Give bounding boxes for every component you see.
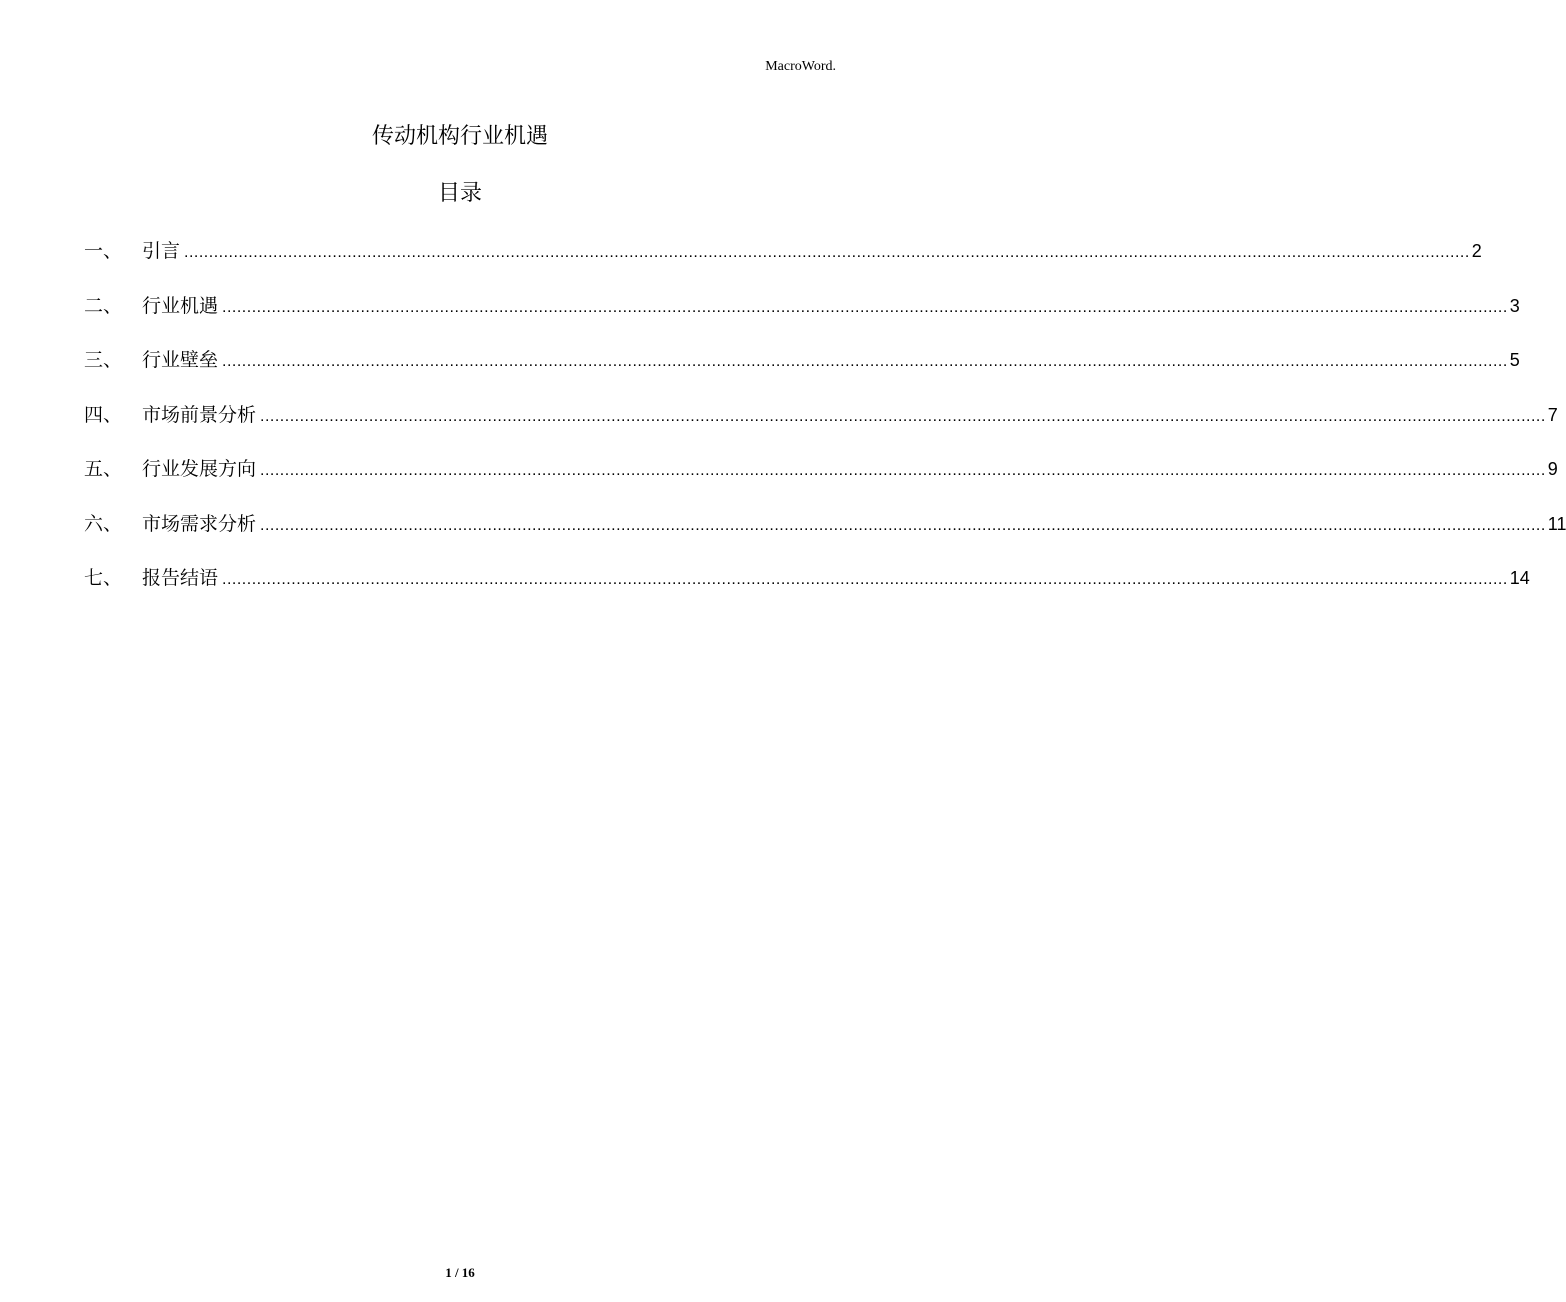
table-of-contents xyxy=(84,236,1566,618)
toc-entry-label: 引言 xyxy=(142,240,181,262)
toc-dot-leader: .................................................................................................................................................................................................................................................................... xyxy=(260,516,1546,534)
toc-entry[interactable] xyxy=(84,345,1520,400)
toc-entry[interactable] xyxy=(84,563,1530,618)
toc-entry-number: 二、 xyxy=(84,294,123,317)
toc-entry-number: 一、 xyxy=(84,240,123,262)
toc-entry-number: 七、 xyxy=(84,567,123,589)
toc-entry-number: 三、 xyxy=(84,349,123,371)
toc-entry-label: 行业壁垒 xyxy=(142,349,219,371)
toc-dot-leader: .................................................................................................................................................................................................................................................................... xyxy=(260,407,1546,425)
toc-entry-label: 报告结语 xyxy=(142,567,219,589)
toc-entry-page: 14 xyxy=(1509,568,1530,588)
toc-entry-label: 行业机遇 xyxy=(142,294,219,317)
toc-entry-number: 四、 xyxy=(84,403,123,426)
toc-entry-number: 五、 xyxy=(84,458,123,480)
toc-entry-label: 市场前景分析 xyxy=(142,403,257,426)
header-brand: MacroWord. xyxy=(765,59,836,74)
toc-entry[interactable] xyxy=(84,236,1482,291)
toc-entry[interactable] xyxy=(84,509,1566,564)
toc-entry-page: 11 xyxy=(1547,513,1566,534)
toc-entry-page: 3 xyxy=(1509,295,1520,316)
toc-entry[interactable] xyxy=(84,400,1558,455)
toc-entry[interactable] xyxy=(84,454,1558,509)
toc-entry[interactable] xyxy=(84,291,1520,346)
toc-dot-leader: .................................................................................................................................................................................................................................................................... xyxy=(222,571,1508,588)
toc-entry-label: 行业发展方向 xyxy=(142,458,257,480)
toc-dot-leader: .................................................................................................................................................................................................................................................................... xyxy=(184,244,1470,261)
toc-dot-leader: .................................................................................................................................................................................................................................................................... xyxy=(260,462,1546,479)
toc-entry-page: 5 xyxy=(1509,350,1520,370)
toc-entry-page: 7 xyxy=(1547,404,1558,425)
document-title: 传动机构行业机遇 xyxy=(371,124,548,149)
toc-entry-page: 9 xyxy=(1547,459,1558,479)
toc-dot-leader: .................................................................................................................................................................................................................................................................... xyxy=(222,298,1508,316)
toc-entry-page: 2 xyxy=(1471,241,1482,261)
toc-heading: 目录 xyxy=(437,181,482,206)
page-number: 1 / 16 xyxy=(445,1265,475,1280)
toc-dot-leader: .................................................................................................................................................................................................................................................................... xyxy=(222,353,1508,370)
toc-entry-number: 六、 xyxy=(84,512,123,535)
toc-entry-label: 市场需求分析 xyxy=(142,512,257,535)
